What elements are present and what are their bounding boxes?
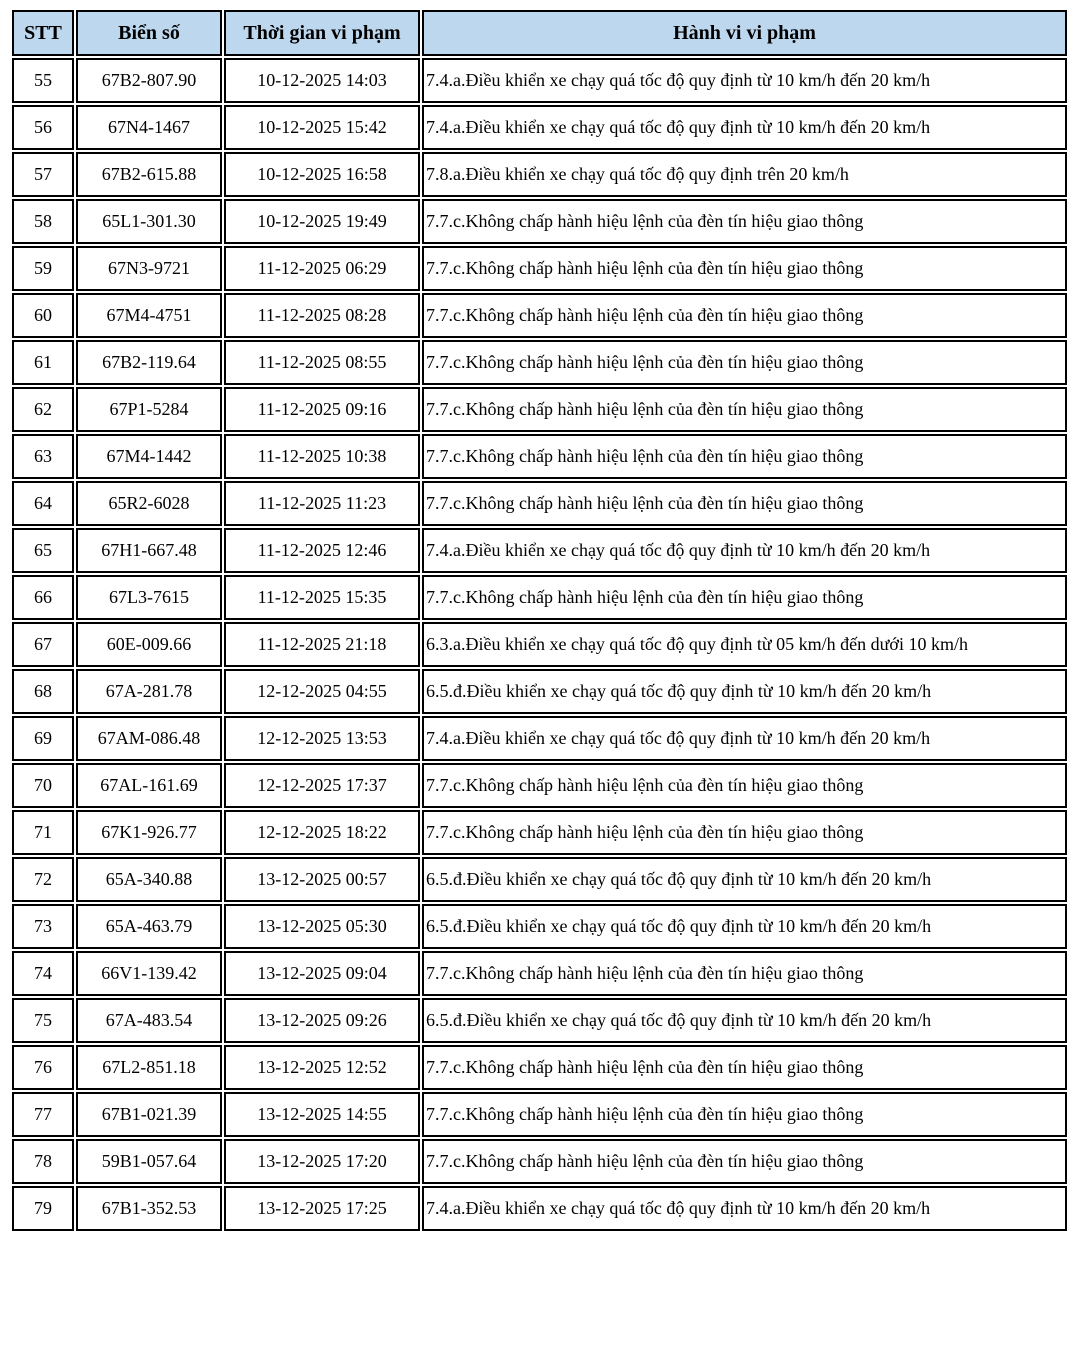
row-plate: 65A-340.88 [76, 857, 222, 902]
table-row [12, 810, 1067, 855]
row-time: 13-12-2025 09:26 [224, 998, 420, 1043]
row-plate: 67M4-4751 [76, 293, 222, 338]
row-violation: 6.5.đ.Điều khiển xe chạy quá tốc độ quy định từ 10 km/h đến 20 km/h [422, 904, 1067, 949]
row-time: 12-12-2025 13:53 [224, 716, 420, 761]
table-row [12, 58, 1067, 103]
row-time: 11-12-2025 09:16 [224, 387, 420, 432]
table-row [12, 1045, 1067, 1090]
row-stt: 78 [12, 1139, 74, 1184]
row-time: 12-12-2025 18:22 [224, 810, 420, 855]
row-violation: 7.7.c.Không chấp hành hiệu lệnh của đèn tín hiệu giao thông [422, 951, 1067, 996]
table-row [12, 1139, 1067, 1184]
row-stt: 63 [12, 434, 74, 479]
row-violation: 6.5.đ.Điều khiển xe chạy quá tốc độ quy định từ 10 km/h đến 20 km/h [422, 857, 1067, 902]
row-violation: 7.7.c.Không chấp hành hiệu lệnh của đèn tín hiệu giao thông [422, 1045, 1067, 1090]
row-stt: 71 [12, 810, 74, 855]
row-stt: 60 [12, 293, 74, 338]
table-row [12, 387, 1067, 432]
table-body [12, 58, 1067, 1231]
row-plate: 67A-483.54 [76, 998, 222, 1043]
row-time: 10-12-2025 16:58 [224, 152, 420, 197]
row-plate: 65L1-301.30 [76, 199, 222, 244]
table-row [12, 998, 1067, 1043]
table-row [12, 575, 1067, 620]
row-stt: 74 [12, 951, 74, 996]
violation-table [10, 8, 1069, 1233]
row-time: 13-12-2025 14:55 [224, 1092, 420, 1137]
table-row [12, 481, 1067, 526]
row-time: 13-12-2025 17:25 [224, 1186, 420, 1231]
row-stt: 65 [12, 528, 74, 573]
table-row [12, 105, 1067, 150]
table-header-row [12, 10, 1067, 56]
row-violation: 7.7.c.Không chấp hành hiệu lệnh của đèn tín hiệu giao thông [422, 1139, 1067, 1184]
table-row [12, 904, 1067, 949]
row-time: 12-12-2025 17:37 [224, 763, 420, 808]
row-stt: 77 [12, 1092, 74, 1137]
row-plate: 67L2-851.18 [76, 1045, 222, 1090]
row-violation: 6.5.đ.Điều khiển xe chạy quá tốc độ quy định từ 10 km/h đến 20 km/h [422, 669, 1067, 714]
row-violation: 7.7.c.Không chấp hành hiệu lệnh của đèn tín hiệu giao thông [422, 434, 1067, 479]
row-time: 11-12-2025 08:28 [224, 293, 420, 338]
row-plate: 67B2-119.64 [76, 340, 222, 385]
row-violation: 7.4.a.Điều khiển xe chạy quá tốc độ quy định từ 10 km/h đến 20 km/h [422, 105, 1067, 150]
table-header [12, 10, 1067, 56]
row-violation: 7.7.c.Không chấp hành hiệu lệnh của đèn tín hiệu giao thông [422, 246, 1067, 291]
row-violation: 7.7.c.Không chấp hành hiệu lệnh của đèn tín hiệu giao thông [422, 199, 1067, 244]
row-time: 10-12-2025 19:49 [224, 199, 420, 244]
row-plate: 67AM-086.48 [76, 716, 222, 761]
table-row [12, 716, 1067, 761]
row-plate: 67B1-352.53 [76, 1186, 222, 1231]
row-stt: 59 [12, 246, 74, 291]
row-plate: 60E-009.66 [76, 622, 222, 667]
header-cell-violation: Hành vi vi phạm [422, 10, 1067, 56]
row-plate: 59B1-057.64 [76, 1139, 222, 1184]
row-time: 13-12-2025 09:04 [224, 951, 420, 996]
row-time: 10-12-2025 15:42 [224, 105, 420, 150]
row-time: 13-12-2025 05:30 [224, 904, 420, 949]
row-stt: 67 [12, 622, 74, 667]
row-stt: 70 [12, 763, 74, 808]
row-stt: 76 [12, 1045, 74, 1090]
row-stt: 72 [12, 857, 74, 902]
row-plate: 67K1-926.77 [76, 810, 222, 855]
row-plate: 67P1-5284 [76, 387, 222, 432]
table-row [12, 1092, 1067, 1137]
row-stt: 58 [12, 199, 74, 244]
header-cell-stt: STT [12, 10, 74, 56]
row-time: 13-12-2025 17:20 [224, 1139, 420, 1184]
row-stt: 73 [12, 904, 74, 949]
row-stt: 64 [12, 481, 74, 526]
row-plate: 67A-281.78 [76, 669, 222, 714]
row-time: 12-12-2025 04:55 [224, 669, 420, 714]
row-violation: 7.4.a.Điều khiển xe chạy quá tốc độ quy định từ 10 km/h đến 20 km/h [422, 1186, 1067, 1231]
row-violation: 7.7.c.Không chấp hành hiệu lệnh của đèn tín hiệu giao thông [422, 575, 1067, 620]
row-time: 11-12-2025 12:46 [224, 528, 420, 573]
row-stt: 68 [12, 669, 74, 714]
row-stt: 56 [12, 105, 74, 150]
row-time: 11-12-2025 11:23 [224, 481, 420, 526]
header-cell-plate: Biển số [76, 10, 222, 56]
row-plate: 67AL-161.69 [76, 763, 222, 808]
row-plate: 67B2-615.88 [76, 152, 222, 197]
row-stt: 57 [12, 152, 74, 197]
row-plate: 67H1-667.48 [76, 528, 222, 573]
table-row [12, 246, 1067, 291]
row-time: 11-12-2025 21:18 [224, 622, 420, 667]
row-violation: 7.7.c.Không chấp hành hiệu lệnh của đèn tín hiệu giao thông [422, 293, 1067, 338]
row-violation: 7.8.a.Điều khiển xe chạy quá tốc độ quy định trên 20 km/h [422, 152, 1067, 197]
row-stt: 55 [12, 58, 74, 103]
row-plate: 67L3-7615 [76, 575, 222, 620]
row-violation: 7.4.a.Điều khiển xe chạy quá tốc độ quy định từ 10 km/h đến 20 km/h [422, 528, 1067, 573]
row-violation: 7.7.c.Không chấp hành hiệu lệnh của đèn tín hiệu giao thông [422, 1092, 1067, 1137]
row-violation: 7.7.c.Không chấp hành hiệu lệnh của đèn tín hiệu giao thông [422, 763, 1067, 808]
row-time: 13-12-2025 00:57 [224, 857, 420, 902]
table-row [12, 951, 1067, 996]
row-plate: 67M4-1442 [76, 434, 222, 479]
row-violation: 7.4.a.Điều khiển xe chạy quá tốc độ quy định từ 10 km/h đến 20 km/h [422, 58, 1067, 103]
row-time: 11-12-2025 15:35 [224, 575, 420, 620]
row-plate: 67B2-807.90 [76, 58, 222, 103]
table-row [12, 340, 1067, 385]
row-time: 11-12-2025 10:38 [224, 434, 420, 479]
table-row [12, 763, 1067, 808]
row-violation: 7.7.c.Không chấp hành hiệu lệnh của đèn tín hiệu giao thông [422, 387, 1067, 432]
row-violation: 6.3.a.Điều khiển xe chạy quá tốc độ quy định từ 05 km/h đến dưới 10 km/h [422, 622, 1067, 667]
row-plate: 65R2-6028 [76, 481, 222, 526]
row-plate: 65A-463.79 [76, 904, 222, 949]
table-row [12, 1186, 1067, 1231]
row-plate: 66V1-139.42 [76, 951, 222, 996]
row-stt: 62 [12, 387, 74, 432]
row-violation: 7.7.c.Không chấp hành hiệu lệnh của đèn tín hiệu giao thông [422, 340, 1067, 385]
row-violation: 6.5.đ.Điều khiển xe chạy quá tốc độ quy định từ 10 km/h đến 20 km/h [422, 998, 1067, 1043]
table-row [12, 622, 1067, 667]
table-row [12, 669, 1067, 714]
row-plate: 67B1-021.39 [76, 1092, 222, 1137]
table-row [12, 199, 1067, 244]
row-violation: 7.4.a.Điều khiển xe chạy quá tốc độ quy định từ 10 km/h đến 20 km/h [422, 716, 1067, 761]
table-row [12, 434, 1067, 479]
row-stt: 69 [12, 716, 74, 761]
table-row [12, 293, 1067, 338]
table-row [12, 857, 1067, 902]
header-cell-time: Thời gian vi phạm [224, 10, 420, 56]
row-stt: 66 [12, 575, 74, 620]
row-time: 13-12-2025 12:52 [224, 1045, 420, 1090]
row-violation: 7.7.c.Không chấp hành hiệu lệnh của đèn tín hiệu giao thông [422, 481, 1067, 526]
row-violation: 7.7.c.Không chấp hành hiệu lệnh của đèn tín hiệu giao thông [422, 810, 1067, 855]
row-time: 11-12-2025 08:55 [224, 340, 420, 385]
row-stt: 61 [12, 340, 74, 385]
row-time: 11-12-2025 06:29 [224, 246, 420, 291]
row-plate: 67N3-9721 [76, 246, 222, 291]
row-stt: 79 [12, 1186, 74, 1231]
table-row [12, 528, 1067, 573]
row-stt: 75 [12, 998, 74, 1043]
row-time: 10-12-2025 14:03 [224, 58, 420, 103]
row-plate: 67N4-1467 [76, 105, 222, 150]
table-row [12, 152, 1067, 197]
